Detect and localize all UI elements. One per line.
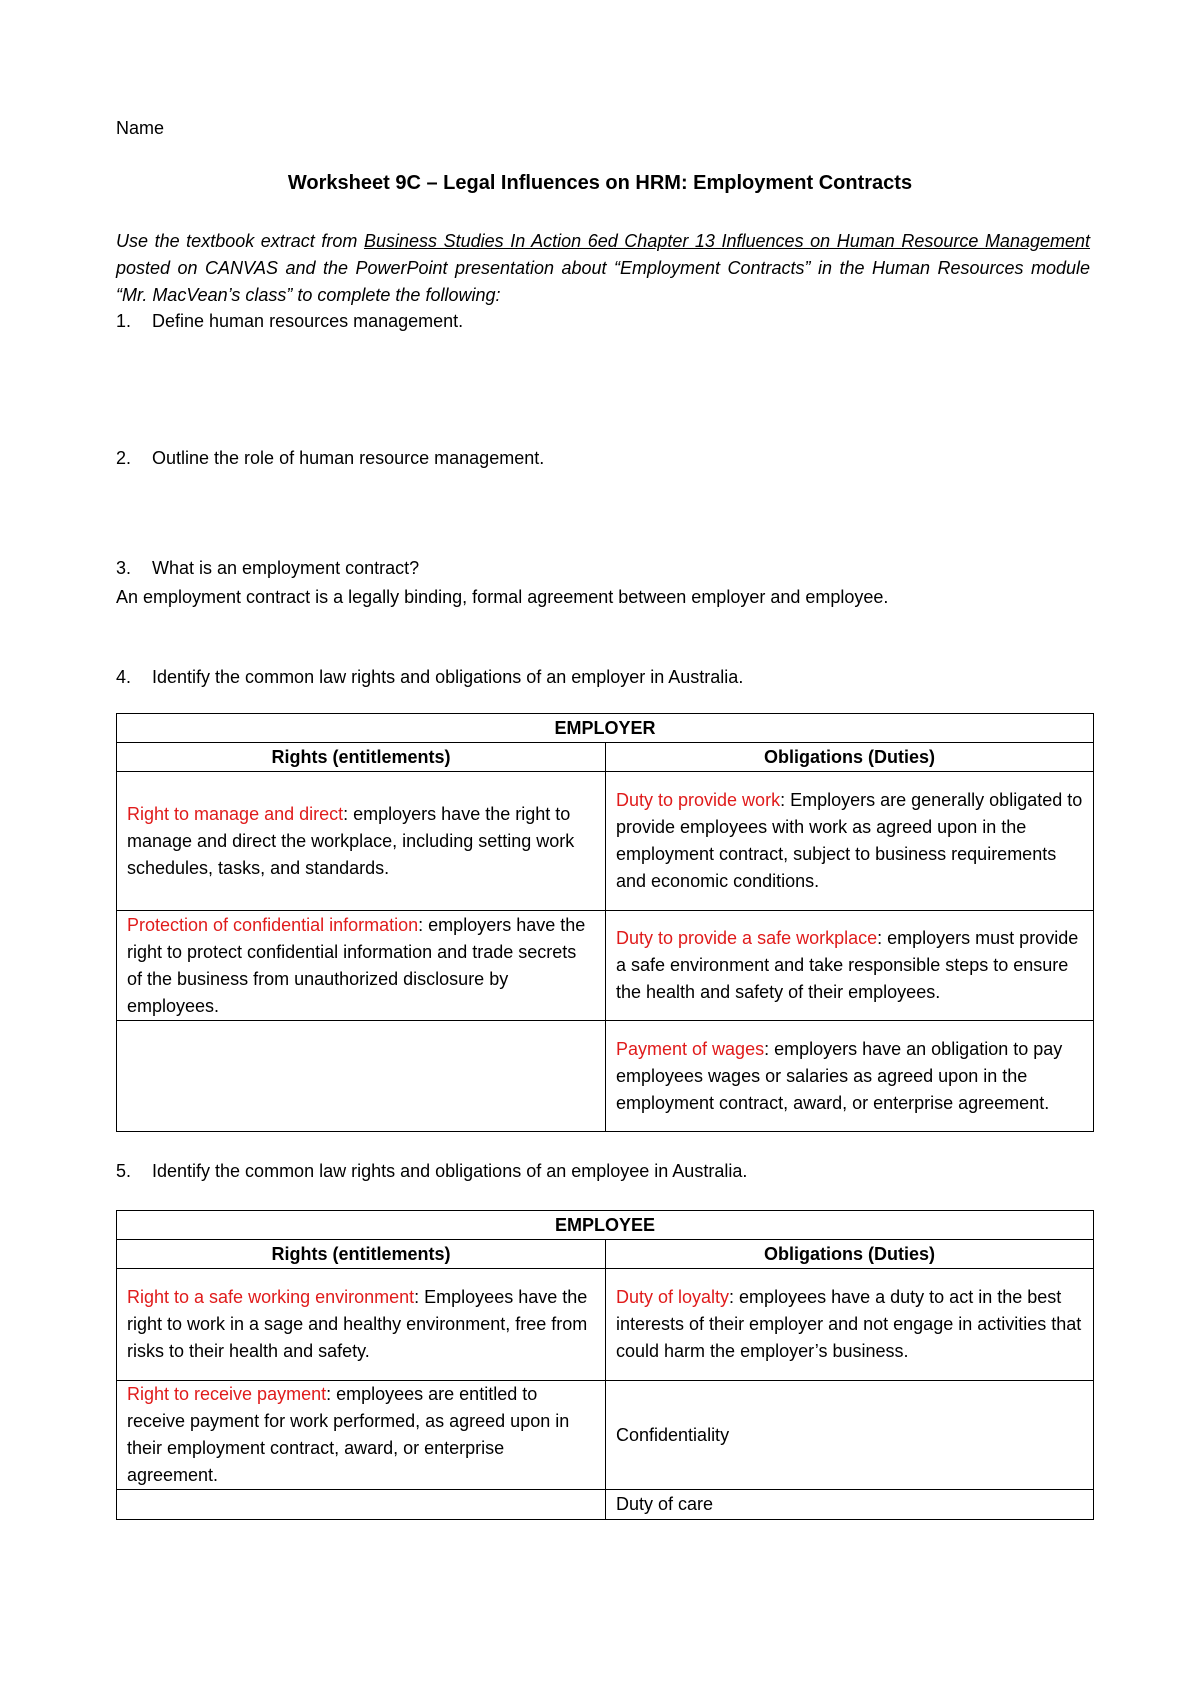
name-label: Name — [116, 118, 165, 138]
employee-table-title: EMPLOYEE — [117, 1211, 1094, 1240]
obligations-header: Obligations (Duties) — [606, 1240, 1094, 1269]
table-row — [117, 1021, 1094, 1132]
rights-header: Rights (entitlements) — [117, 743, 606, 772]
question-text: What is an employment contract? — [152, 558, 420, 578]
question-4 — [116, 664, 1090, 691]
question-number: 3. — [116, 558, 132, 578]
obligation-text: : employers have an obligation to pay employees wages or salaries as agreed upon in the employment contract, award, or enterprise agreement. — [616, 1038, 1063, 1113]
obligation-cell — [606, 772, 1094, 911]
obligation-text: : employees have a duty to act in the best interests of their employer and not engage in activities that could harm the employer’s business. — [616, 1287, 1082, 1361]
table-row — [117, 772, 1094, 911]
question-text: Identify the common law rights and obligations of an employer in Australia. — [152, 667, 744, 687]
right-cell — [117, 1381, 606, 1490]
rights-header: Rights (entitlements) — [117, 1240, 606, 1269]
instructions-part1: Use the textbook extract from — [116, 231, 364, 251]
question-2 — [116, 445, 1090, 472]
table-row — [117, 1269, 1094, 1381]
question-1 — [116, 308, 1090, 335]
obligation-key: Duty of loyalty — [616, 1287, 730, 1307]
instructions-part2: posted on CANVAS and the PowerPoint presentation about “Employment Contracts” in the Human Resources module “Mr. MacVean’s class” to complete the following: — [116, 258, 1090, 305]
obligation-cell — [606, 911, 1094, 1021]
right-key: Protection of confidential information — [127, 914, 419, 935]
right-cell — [117, 772, 606, 911]
obligation-cell: Confidentiality — [606, 1381, 1094, 1490]
right-key: Right to manage and direct — [127, 803, 344, 824]
obligation-cell: Duty of care — [606, 1490, 1094, 1520]
question-text: Outline the role of human resource management. — [152, 448, 545, 468]
obligation-key: Duty to provide work — [616, 790, 781, 810]
obligations-header: Obligations (Duties) — [606, 743, 1094, 772]
obligation-key: Payment of wages — [616, 1038, 765, 1059]
table-row — [117, 1490, 1094, 1520]
right-text: : Employees have the right to work in a sage and healthy environment, free from risks to their health and safety. — [127, 1287, 588, 1361]
question-3 — [116, 555, 1090, 582]
right-key: Right to receive payment — [127, 1384, 327, 1404]
right-key: Right to a safe working environment — [127, 1287, 415, 1307]
obligation-text: : employers must provide a safe environment and take responsible steps to ensure the health and safety of their employees. — [616, 928, 1079, 1002]
instructions — [116, 228, 1090, 309]
table-row — [117, 1381, 1094, 1490]
employer-table — [116, 713, 1094, 1132]
right-cell — [117, 911, 606, 1021]
obligation-cell — [606, 1021, 1094, 1132]
question-5 — [116, 1158, 1090, 1185]
answer-3: An employment contract is a legally binding, formal agreement between employer and employee. — [116, 587, 889, 607]
question-number: 4. — [116, 667, 132, 687]
employee-table — [116, 1210, 1094, 1520]
question-number: 1. — [116, 311, 132, 331]
right-cell — [117, 1269, 606, 1381]
right-text: : employees are entitled to receive payment for work performed, as agreed upon in their employment contract, award, or enterprise agreement. — [127, 1384, 570, 1485]
table-row — [117, 911, 1094, 1021]
question-number: 5. — [116, 1161, 132, 1181]
right-text: : employers have the right to protect confidential information and trade secrets of the business from unauthorized disclosure by employees. — [127, 914, 586, 1016]
obligation-key: Duty to provide a safe workplace — [616, 928, 878, 948]
question-text: Identify the common law rights and obligations of an employee in Australia. — [152, 1161, 748, 1181]
employer-table-title: EMPLOYER — [117, 714, 1094, 743]
textbook-reference: Business Studies In Action 6ed Chapter 13 Influences on Human Resource Management — [363, 231, 1091, 251]
right-cell-empty — [117, 1490, 606, 1520]
question-number: 2. — [116, 448, 132, 468]
obligation-cell — [606, 1269, 1094, 1381]
obligation-text: : Employers are generally obligated to provide employees with work as agreed upon in the employment contract, subject to business requirements and economic conditions. — [616, 790, 1083, 891]
worksheet-title: Worksheet 9C – Legal Influences on HRM: Employment Contracts — [287, 172, 913, 194]
question-text: Define human resources management. — [152, 311, 464, 331]
right-text: : employers have the right to manage and direct the workplace, including setting work schedules, tasks, and standards. — [127, 803, 575, 878]
right-cell-empty — [117, 1021, 606, 1132]
